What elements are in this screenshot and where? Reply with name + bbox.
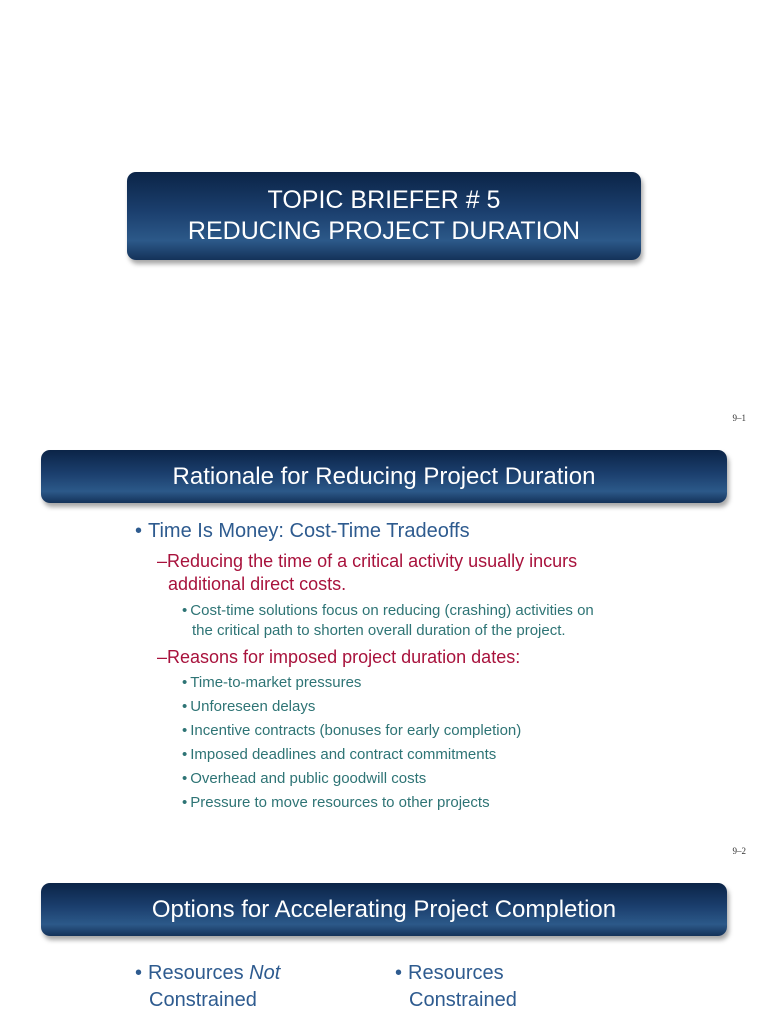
- bullet-marker: •: [395, 962, 403, 984]
- reason-item-5: [182, 793, 490, 813]
- title-line-2: REDUCING PROJECT DURATION: [187, 217, 581, 245]
- detail-line-2: the critical path to shorten overall duration of the project.: [192, 622, 566, 639]
- slide-3-title-banner: [41, 883, 727, 936]
- bullet-marker: •: [182, 722, 188, 739]
- reason-item-4: [182, 769, 426, 789]
- option-not-constrained: [135, 960, 280, 1014]
- bullet-marker: •: [135, 962, 143, 984]
- reason-text: Pressure to move resources to other projects: [190, 794, 490, 811]
- slide-2-title: Rationale for Reducing Project Duration: [172, 462, 596, 490]
- title-banner: [127, 172, 641, 260]
- detail-line-1: Cost-time solutions focus on reducing (crashing) activities on: [190, 602, 594, 619]
- reason-text: Incentive contracts (bonuses for early completion): [190, 722, 522, 739]
- page-number-2: 9–2: [732, 846, 746, 856]
- main-bullet: [135, 520, 470, 543]
- page-number-1: 9–1: [732, 413, 746, 423]
- sub-point-1-line-1: –Reducing the time of a critical activity usually incurs: [157, 551, 578, 571]
- option-left-text-a: Resources: [148, 962, 250, 984]
- slide-3-title: Options for Accelerating Project Completion: [151, 895, 617, 923]
- sub-point-1-line-2: additional direct costs.: [168, 574, 347, 594]
- reason-text: Time-to-market pressures: [190, 674, 362, 691]
- reason-item-2: [182, 721, 521, 741]
- bullet-marker: •: [182, 674, 188, 691]
- bullet-marker: •: [135, 520, 143, 542]
- reason-text: Imposed deadlines and contract commitments: [190, 746, 497, 763]
- option-right-line-2: Constrained: [409, 989, 517, 1011]
- option-left-text-b: Not: [249, 962, 281, 984]
- reason-text: Overhead and public goodwill costs: [190, 770, 427, 787]
- bullet-marker: •: [182, 602, 188, 619]
- option-left-line-2: Constrained: [149, 989, 257, 1011]
- sub-point-2: [157, 646, 520, 669]
- bullet-marker: •: [182, 698, 188, 715]
- option-right-text: Resources: [408, 962, 504, 984]
- title-line-1: TOPIC BRIEFER # 5: [267, 186, 501, 214]
- bullet-marker: •: [182, 770, 188, 787]
- slide-2-title-banner: [41, 450, 727, 503]
- sub-point-2-text: –Reasons for imposed project duration dates:: [157, 647, 521, 667]
- bullet-marker: •: [182, 794, 188, 811]
- sub-point-1: [157, 550, 577, 596]
- option-constrained: [395, 960, 517, 1014]
- bullet-marker: •: [182, 746, 188, 763]
- reason-text: Unforeseen delays: [190, 698, 316, 715]
- reason-item-1: [182, 697, 315, 717]
- sub-point-1-detail: [182, 601, 594, 641]
- main-bullet-text: Time Is Money: Cost-Time Tradeoffs: [148, 520, 470, 542]
- reason-item-0: [182, 673, 361, 693]
- reason-item-3: [182, 745, 496, 765]
